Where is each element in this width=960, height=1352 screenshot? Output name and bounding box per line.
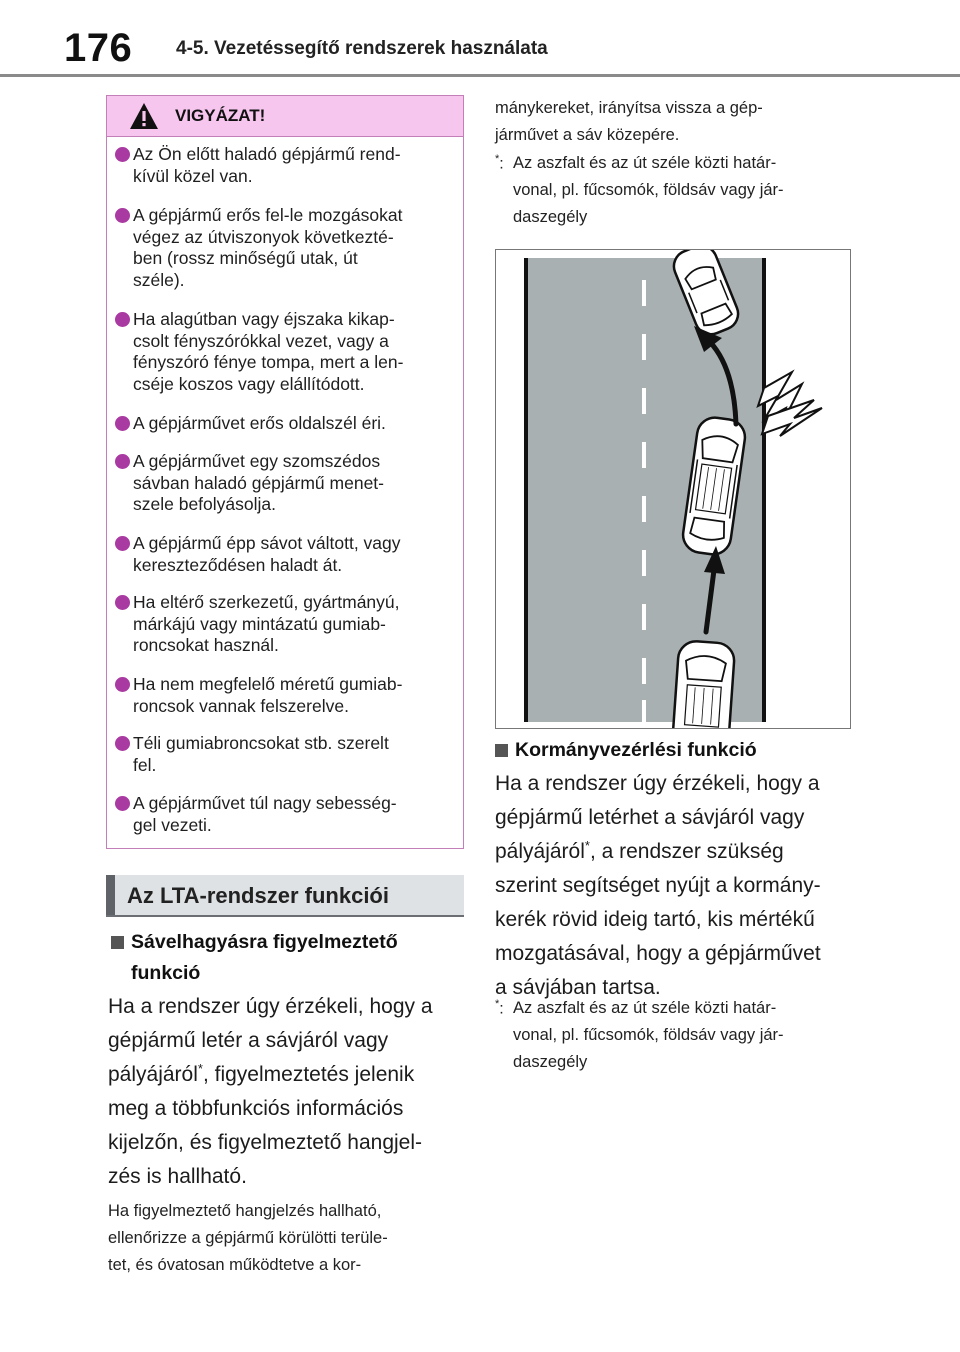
body-line	[495, 835, 784, 870]
lane-departure-illustration	[495, 249, 851, 729]
body-line	[108, 1058, 414, 1093]
subheading-lane-departure: Sávelhagyásra figyelmeztető	[131, 931, 398, 953]
body-line: zés is hallható.	[108, 1165, 247, 1188]
caution-header	[107, 96, 463, 137]
body-text-part: pályájáról	[495, 840, 585, 863]
caution-title: VIGYÁZAT!	[175, 106, 266, 125]
bullet-icon	[115, 796, 130, 811]
bullet-icon	[115, 147, 130, 162]
section-heading-underline	[106, 915, 464, 917]
lightning-warning-icon	[758, 372, 822, 436]
square-bullet-icon	[495, 744, 508, 757]
footnote-star: *	[495, 153, 500, 165]
bullet-icon	[115, 312, 130, 327]
note-line: tet, és óvatosan működtetve a kor-	[108, 1256, 362, 1274]
bullet-icon	[115, 536, 130, 551]
subheading-steering-control: Kormányvezérlési funkció	[515, 739, 757, 761]
section-title: 4-5. Vezetéssegítő rendszerek használata	[176, 38, 548, 59]
subheading-lane-departure-cont: funkció	[131, 962, 201, 984]
body-text-part: , figyelmeztetés jelenik	[202, 1063, 415, 1086]
body-line: Ha a rendszer úgy érzékeli, hogy a	[495, 772, 820, 795]
footnote-line: daszegély	[513, 208, 588, 226]
note-line: ellenőrizze a gépjármű körülötti terüle-	[108, 1229, 388, 1247]
footnote-line: Az aszfalt és az út széle közti határ-	[513, 154, 777, 172]
page-number: 176	[64, 26, 133, 70]
body-line: gépjármű letérhet a sávjáról vagy	[495, 806, 805, 829]
caution-box	[106, 95, 464, 849]
bullet-icon	[115, 454, 130, 469]
bullet-icon	[115, 736, 130, 751]
footnote-colon: :	[499, 155, 504, 173]
bullet-icon	[115, 416, 130, 431]
footnote-reference: *	[584, 838, 590, 853]
caution-item-text: Ha eltérő szerkezetű, gyártmányú, márkájú vagy mintázatú gumiab- roncsokat használ.	[133, 592, 400, 655]
body-line: a sávjában tartsa.	[495, 976, 661, 999]
body-text-part: pályájáról	[108, 1063, 198, 1086]
body-line: gépjármű letér a sávjáról vagy	[108, 1029, 389, 1052]
body-line: kerék rövid ideig tartó, kis mértékű	[495, 908, 815, 931]
note-line: mánykereket, irányítsa vissza a gép-	[495, 99, 763, 117]
caution-item-text: A gépjárművet erős oldalszél éri.	[133, 413, 386, 433]
footnote-colon: :	[499, 1000, 504, 1018]
note-line: járművet a sáv közepére.	[495, 126, 680, 144]
note-line: Ha figyelmeztető hangjelzés hallható,	[108, 1202, 382, 1220]
footnote-marker	[495, 153, 504, 173]
footnote-line: Az aszfalt és az út széle közti határ-	[513, 999, 777, 1017]
caution-item-text: Ha alagútban vagy éjszaka kikap- csolt fényszórókkal vezet, vagy a fényszóró fénye tompa, mert a len- cséje koszos vagy elállítódott.	[133, 309, 404, 394]
footnote-line: vonal, pl. fűcsomók, földsáv vagy jár-	[513, 1026, 784, 1044]
footnote-line: vonal, pl. fűcsomók, földsáv vagy jár-	[513, 181, 784, 199]
bullet-icon	[115, 208, 130, 223]
footnote-star: *	[495, 998, 500, 1010]
caution-item-text: Ha nem megfelelő méretű gumiab- roncsok vannak felszerelve.	[133, 674, 403, 716]
footnote-reference: *	[197, 1061, 203, 1076]
bullet-icon	[115, 677, 130, 692]
caution-item-text: A gépjárművet egy szomszédos sávban haladó gépjármű menet- szele befolyásolja.	[133, 451, 384, 514]
car-icon	[672, 640, 736, 729]
body-line: meg a többfunkciós információs	[108, 1097, 404, 1120]
section-heading-text: Az LTA-rendszer funkciói	[127, 883, 389, 908]
section-heading-lta	[106, 875, 464, 917]
caution-item-text: Az Ön előtt haladó gépjármű rend- kívül közel van.	[133, 144, 401, 186]
caution-item-text: Téli gumiabroncsokat stb. szerelt fel.	[133, 733, 389, 775]
body-line: szerint segítséget nyújt a kormány-	[495, 874, 821, 897]
body-line: kijelzőn, és figyelmeztető hangjel-	[108, 1131, 422, 1154]
header-divider	[0, 74, 960, 77]
caution-item-text: A gépjárművet túl nagy sebesség- gel vezeti.	[133, 793, 397, 835]
body-line: Ha a rendszer úgy érzékeli, hogy a	[108, 995, 433, 1018]
bullet-icon	[115, 595, 130, 610]
square-bullet-icon	[111, 936, 124, 949]
footnote-line: daszegély	[513, 1053, 588, 1071]
warning-triangle-icon	[129, 102, 159, 130]
body-line: mozgatásával, hogy a gépjárművet	[495, 942, 821, 965]
road-diagram	[496, 250, 851, 729]
caution-item-text: A gépjármű épp sávot váltott, vagy kereszteződésen haladt át.	[133, 533, 401, 575]
footnote-marker	[495, 998, 504, 1018]
caution-item-text: A gépjármű erős fel-le mozgásokat végez az útviszonyok következté- ben (rossz minőségű utak, út széle).	[133, 205, 403, 290]
body-text-part: , a rendszer szükség	[589, 840, 784, 863]
